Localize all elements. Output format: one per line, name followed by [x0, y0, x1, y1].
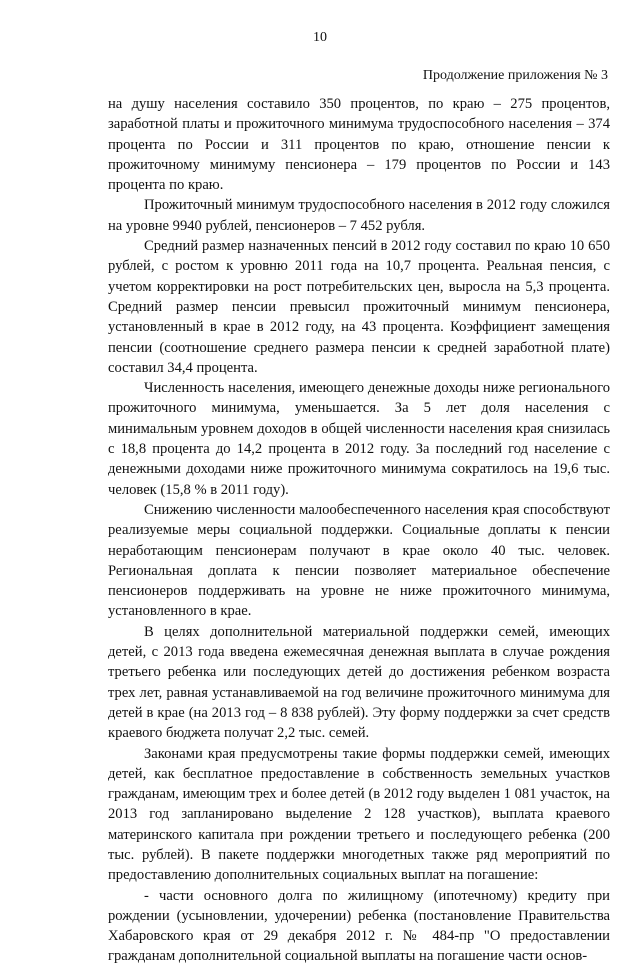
paragraph: - части основного долга по жилищному (ипотечному) кредиту при рождении (усыновлении, удочерении) ребенка (постановление Правительства Хабаровского края от 29 декабря 2012 г. № 484-пр "О предоставлении гражданам дополнительной социальной выплаты на погашение части основ-	[108, 887, 610, 965]
document-body	[108, 94, 610, 967]
paragraph: В целях дополнительной материальной поддержки семей, имеющих детей, с 2013 года введена ежемесячная денежная выплата в случае рождения третьего ребенка или последующих детей до достижения ребенком возраста трех лет, равная устанавливаемой на год величине прожиточного минимума для детей в крае (на 2013 год – 8 838 рублей). Эту форму поддержки за счет средств краевого бюджета получат 2,2 тыс. семей.	[108, 623, 610, 742]
paragraph: Законами края предусмотрены такие формы поддержки семей, имеющих детей, как бесплатное предоставление в собственность земельных участков гражданам, имеющим трех и более детей (в 2012 году выделен 1 081 участок, на 2013 год запланировано выделение 2 128 участков), выплата краевого материнского капитала при рождении третьего и последующего ребенка (200 тыс. рублей). В пакете поддержки многодетных также ряд мероприятий по предоставлению дополнительных социальных выплат на погашение:	[108, 745, 610, 884]
page-number: 10	[313, 30, 327, 45]
paragraph: Численность населения, имеющего денежные доходы ниже регионального прожиточного минимума, уменьшается. За 5 лет доля населения с минимальным уровнем доходов в общей численности населения края снизилась с 18,8 процента до 14,2 процента в 2012 году. За последний год население с денежными доходами ниже прожиточного минимума сократилось на 19,6 тыс. человек (15,8 % в 2011 году).	[108, 380, 610, 498]
paragraph: на душу населения составило 350 процентов, по краю – 275 процентов, заработной платы и прожиточного минимума трудоспособного населения – 374 процента по России и 311 процентов по краю, отношение пенсии к прожиточному минимуму пенсионера – 179 процентов по России и 143 процента по краю.	[108, 96, 610, 194]
paragraph: Снижению численности малообеспеченного населения края способствуют реализуемые меры социальной поддержки. Социальные доплаты к пенсии неработающим пенсионерам получают в крае около 40 тыс. человек. Региональная доплата к пенсии позволяет материальное обеспечение пенсионеров поддерживать на уровне не ниже прожиточного минимума, установленного в крае.	[108, 501, 610, 620]
paragraph: Средний размер назначенных пенсий в 2012 году составил по краю 10 650 рублей, с ростом к уровню 2011 года на 10,7 процента. Реальная пенсия, с учетом корректировки на рост потребительских цен, выросла на 5,3 процента. Средний размер пенсии превысил прожиточный минимум пенсионера, установленный в крае в 2012 году, на 43 процента. Коэффициент замещения пенсии (соотношение среднего размера пенсии к средней заработной плате) составил 34,4 процента.	[108, 238, 610, 376]
paragraph: Прожиточный минимум трудоспособного населения в 2012 году сложился на уровне 9940 рублей, пенсионеров – 7 452 рубля.	[108, 197, 610, 234]
appendix-continuation-label: Продолжение приложения № 3	[422, 68, 608, 83]
